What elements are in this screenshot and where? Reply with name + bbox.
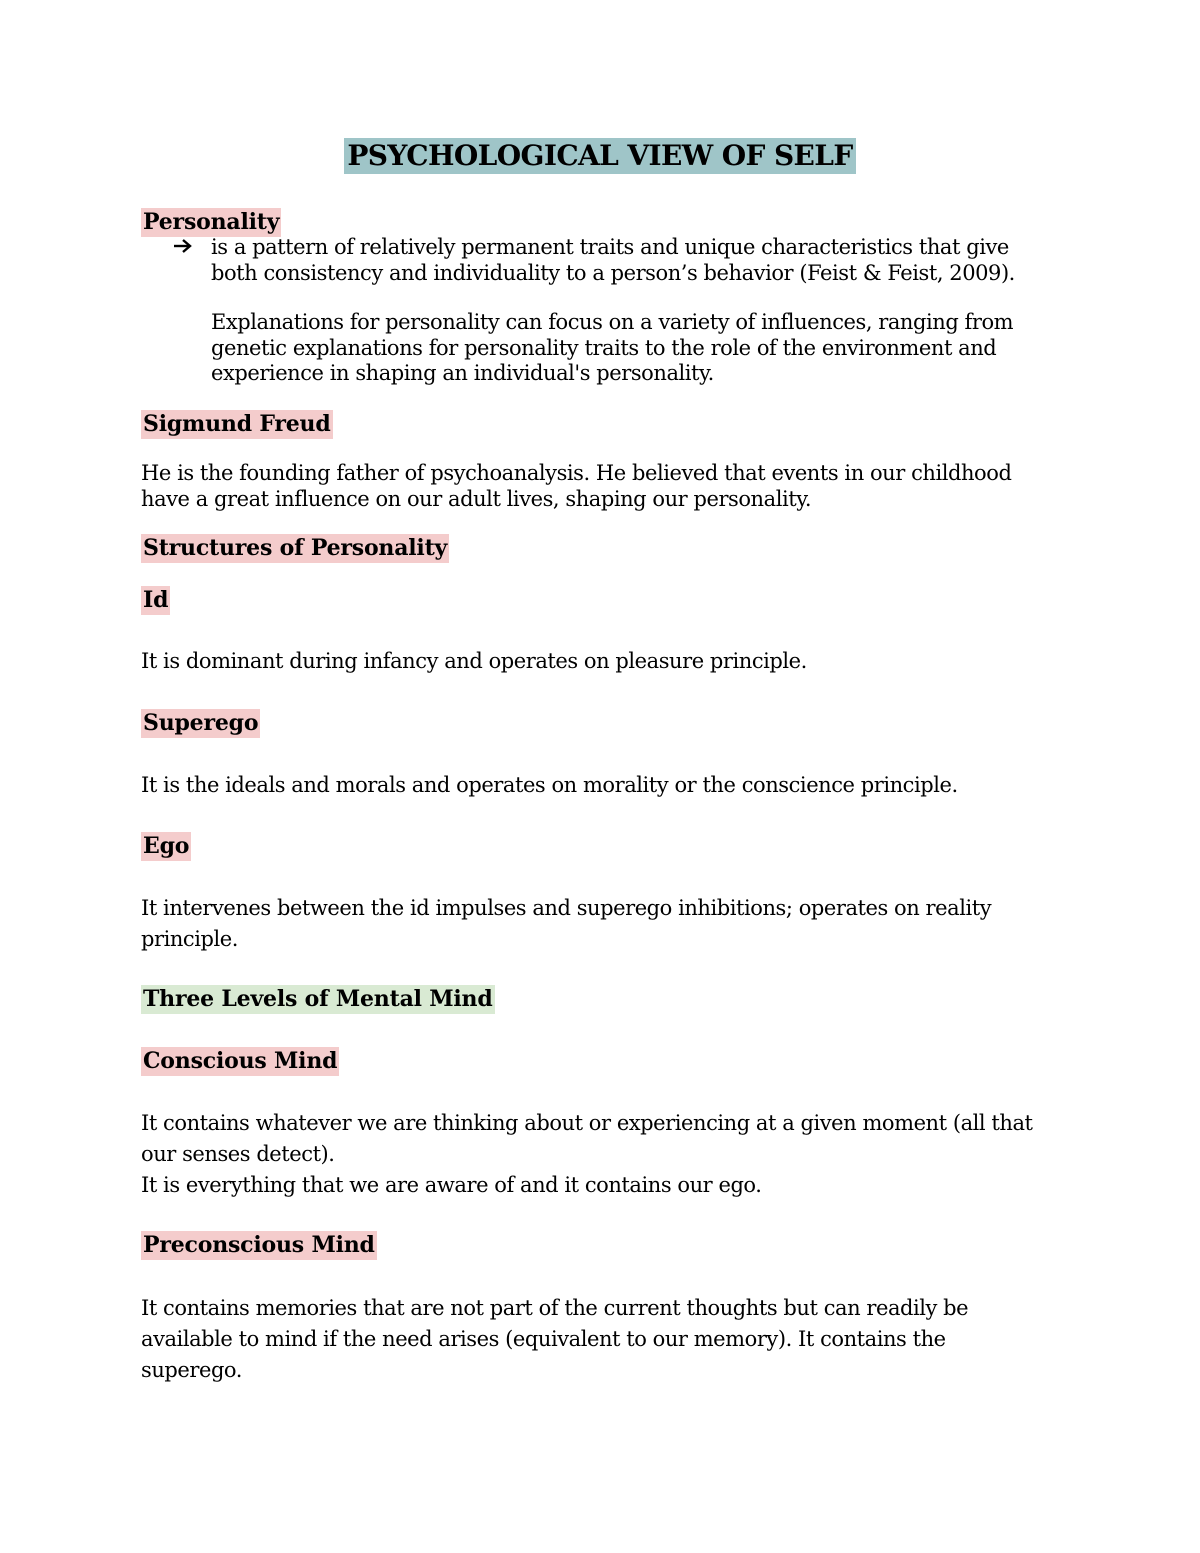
text-line: superego. bbox=[141, 1358, 242, 1382]
heading-conscious-mind: Conscious Mind bbox=[143, 1048, 338, 1074]
heading-superego: Superego bbox=[143, 710, 259, 736]
freud-paragraph bbox=[141, 461, 1011, 512]
heading-id: Id bbox=[143, 587, 169, 613]
heading-preconscious-mind: Preconscious Mind bbox=[143, 1232, 375, 1258]
heading-ego: Ego bbox=[143, 833, 190, 859]
text-line: have a great influence on our adult lives, shaping our personality. bbox=[141, 486, 812, 511]
conscious-paragraph bbox=[141, 1108, 1033, 1201]
text-line: It contains whatever we are thinking about or experiencing at a given moment (all that bbox=[141, 1111, 1033, 1135]
text-line: is a pattern of relatively permanent traits and unique characteristics that give bbox=[211, 235, 1009, 259]
text-line: both consistency and individuality to a person’s behavior (Feist & Feist, 2009). bbox=[211, 260, 1015, 285]
id-paragraph: It is dominant during infancy and operates on pleasure principle. bbox=[141, 649, 807, 673]
superego-paragraph: It is the ideals and morals and operates on morality or the conscience principle. bbox=[141, 773, 958, 797]
text-line: He is the founding father of psychoanalysis. He believed that events in our childhood bbox=[141, 461, 1012, 485]
preconscious-paragraph bbox=[141, 1293, 968, 1386]
text-line: It is everything that we are aware of and it contains our ego. bbox=[141, 1173, 762, 1197]
text-line: Explanations for personality can focus on a variety of influences, ranging from bbox=[211, 310, 1014, 334]
text-line: our senses detect). bbox=[141, 1142, 335, 1166]
text-line: It contains memories that are not part of the current thoughts but can readily be bbox=[141, 1296, 969, 1320]
personality-explanation bbox=[211, 310, 1013, 387]
heading-personality: Personality bbox=[143, 209, 280, 235]
text-line: available to mind if the need arises (equivalent to our memory). It contains the bbox=[141, 1327, 946, 1351]
text-line: principle. bbox=[141, 927, 238, 951]
heading-sigmund-freud: Sigmund Freud bbox=[143, 411, 331, 437]
arrow-right-icon bbox=[172, 236, 194, 260]
title-container bbox=[0, 138, 1200, 174]
text-line: experience in shaping an individual's personality. bbox=[211, 361, 714, 385]
page-title: PSYCHOLOGICAL VIEW OF SELF bbox=[344, 138, 855, 174]
heading-three-levels-of-mental-mind: Three Levels of Mental Mind bbox=[143, 986, 493, 1012]
text-line: It intervenes between the id impulses and superego inhibitions; operates on reality bbox=[141, 896, 992, 920]
ego-paragraph bbox=[141, 893, 991, 955]
text-line: genetic explanations for personality traits to the role of the environment and bbox=[211, 335, 997, 360]
heading-structures-of-personality: Structures of Personality bbox=[143, 535, 448, 561]
personality-bullet-text bbox=[211, 235, 1015, 286]
